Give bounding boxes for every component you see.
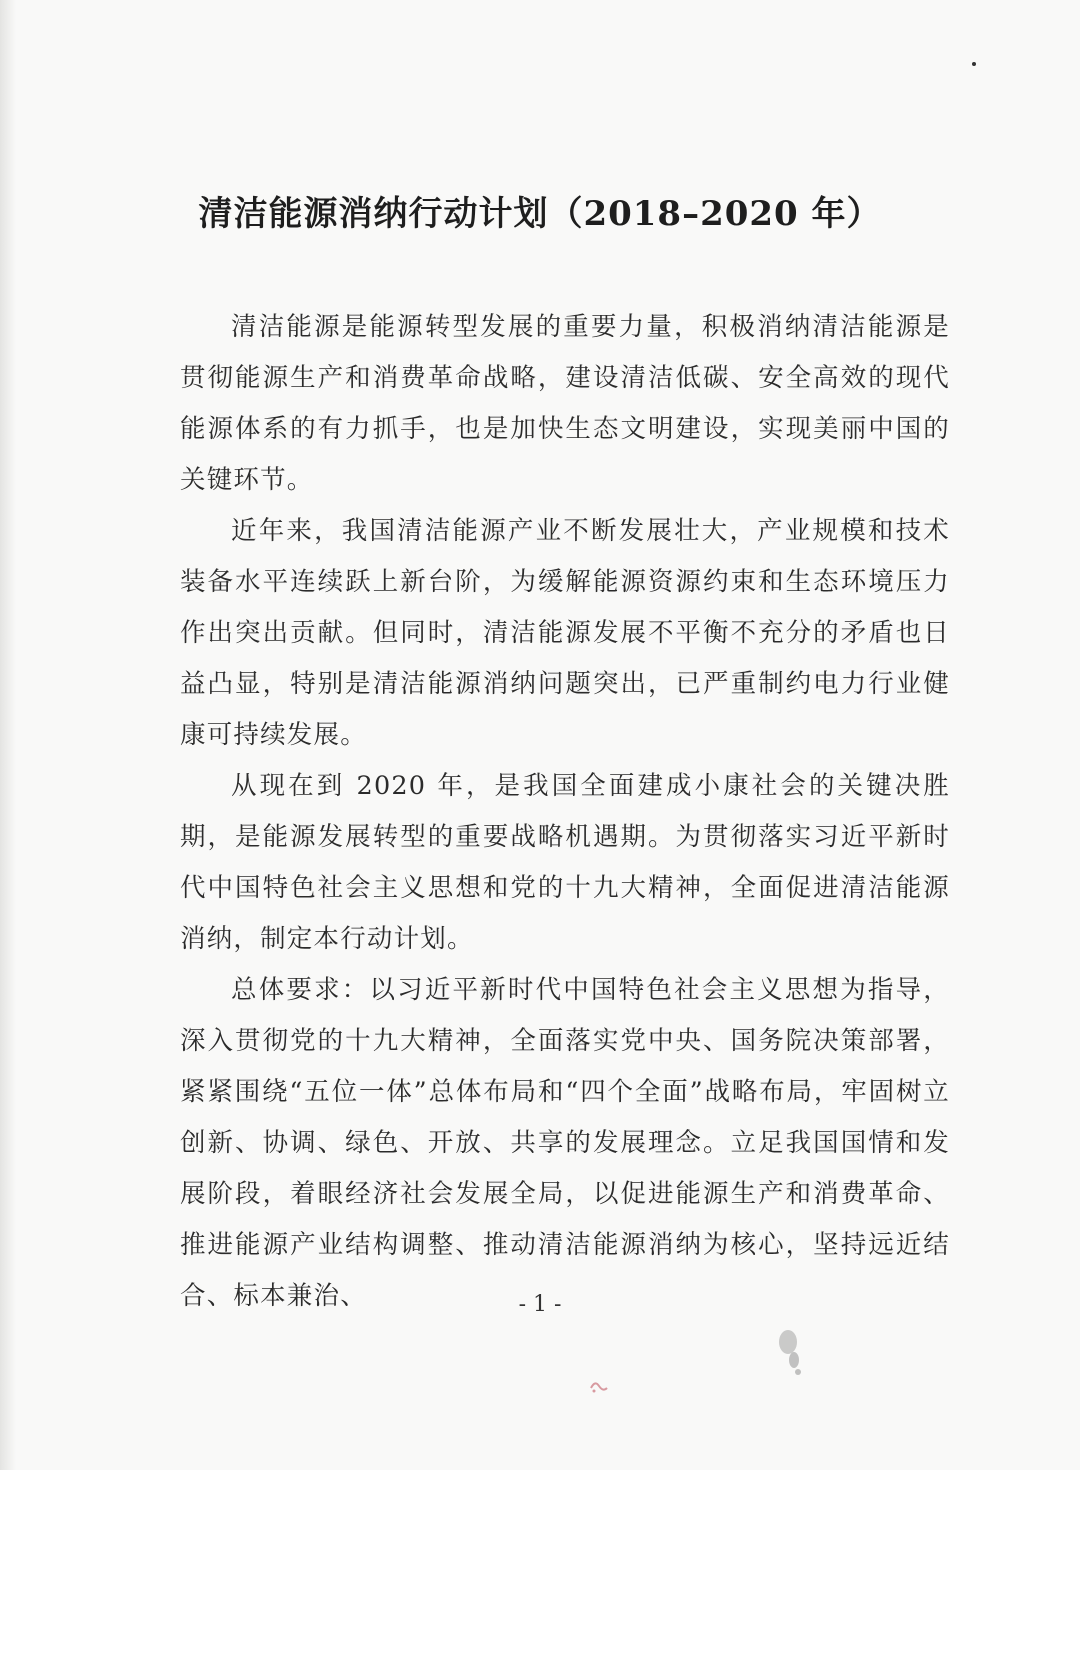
paragraph-purpose: 从现在到 2020 年，是我国全面建成小康社会的关键决胜期，是能源发展转型的重要战略机遇期。为贯彻落实习近平新时代中国特色社会主义思想和党的十九大精神，全面促进清洁能源消纳，制定本行动计划。	[180, 771, 950, 954]
document-title: 清洁能源消纳行动计划（2018–2020 年）	[198, 194, 882, 234]
document-body	[180, 302, 950, 1322]
paragraph-background: 近年来，我国清洁能源产业不断发展壮大，产业规模和技术装备水平连续跃上新台阶，为缓解能源资源约束和生态环境压力作出突出贡献。但同时，清洁能源发展不平衡不充分的矛盾也日益凸显，特别是清洁能源消纳问题突出，已严重制约电力行业健康可持续发展。	[180, 516, 950, 750]
red-stamp-fragment	[588, 1376, 610, 1394]
paragraph-general-requirements: 总体要求：以习近平新时代中国特色社会主义思想为指导，深入贯彻党的十九大精神，全面落实党中央、国务院决策部署，紧紧围绕“五位一体”总体布局和“四个全面”战略布局，牢固树立创新、协调、绿色、开放、共享的发展理念。立足我国国情和发展阶段，着眼经济社会发展全局，以促进能源生产和消费革命、推进能源产业结构调整、推动清洁能源消纳为核心，坚持远近结合、标本兼治、	[180, 975, 950, 1311]
scan-speck	[972, 62, 976, 66]
paragraph-intro: 清洁能源是能源转型发展的重要力量，积极消纳清洁能源是贯彻能源生产和消费革命战略，建设清洁低碳、安全高效的现代能源体系的有力抓手，也是加快生态文明建设，实现美丽中国的关键环节。	[180, 312, 950, 495]
ink-smudge	[776, 1328, 804, 1376]
page-number: - 1 -	[518, 1292, 562, 1317]
